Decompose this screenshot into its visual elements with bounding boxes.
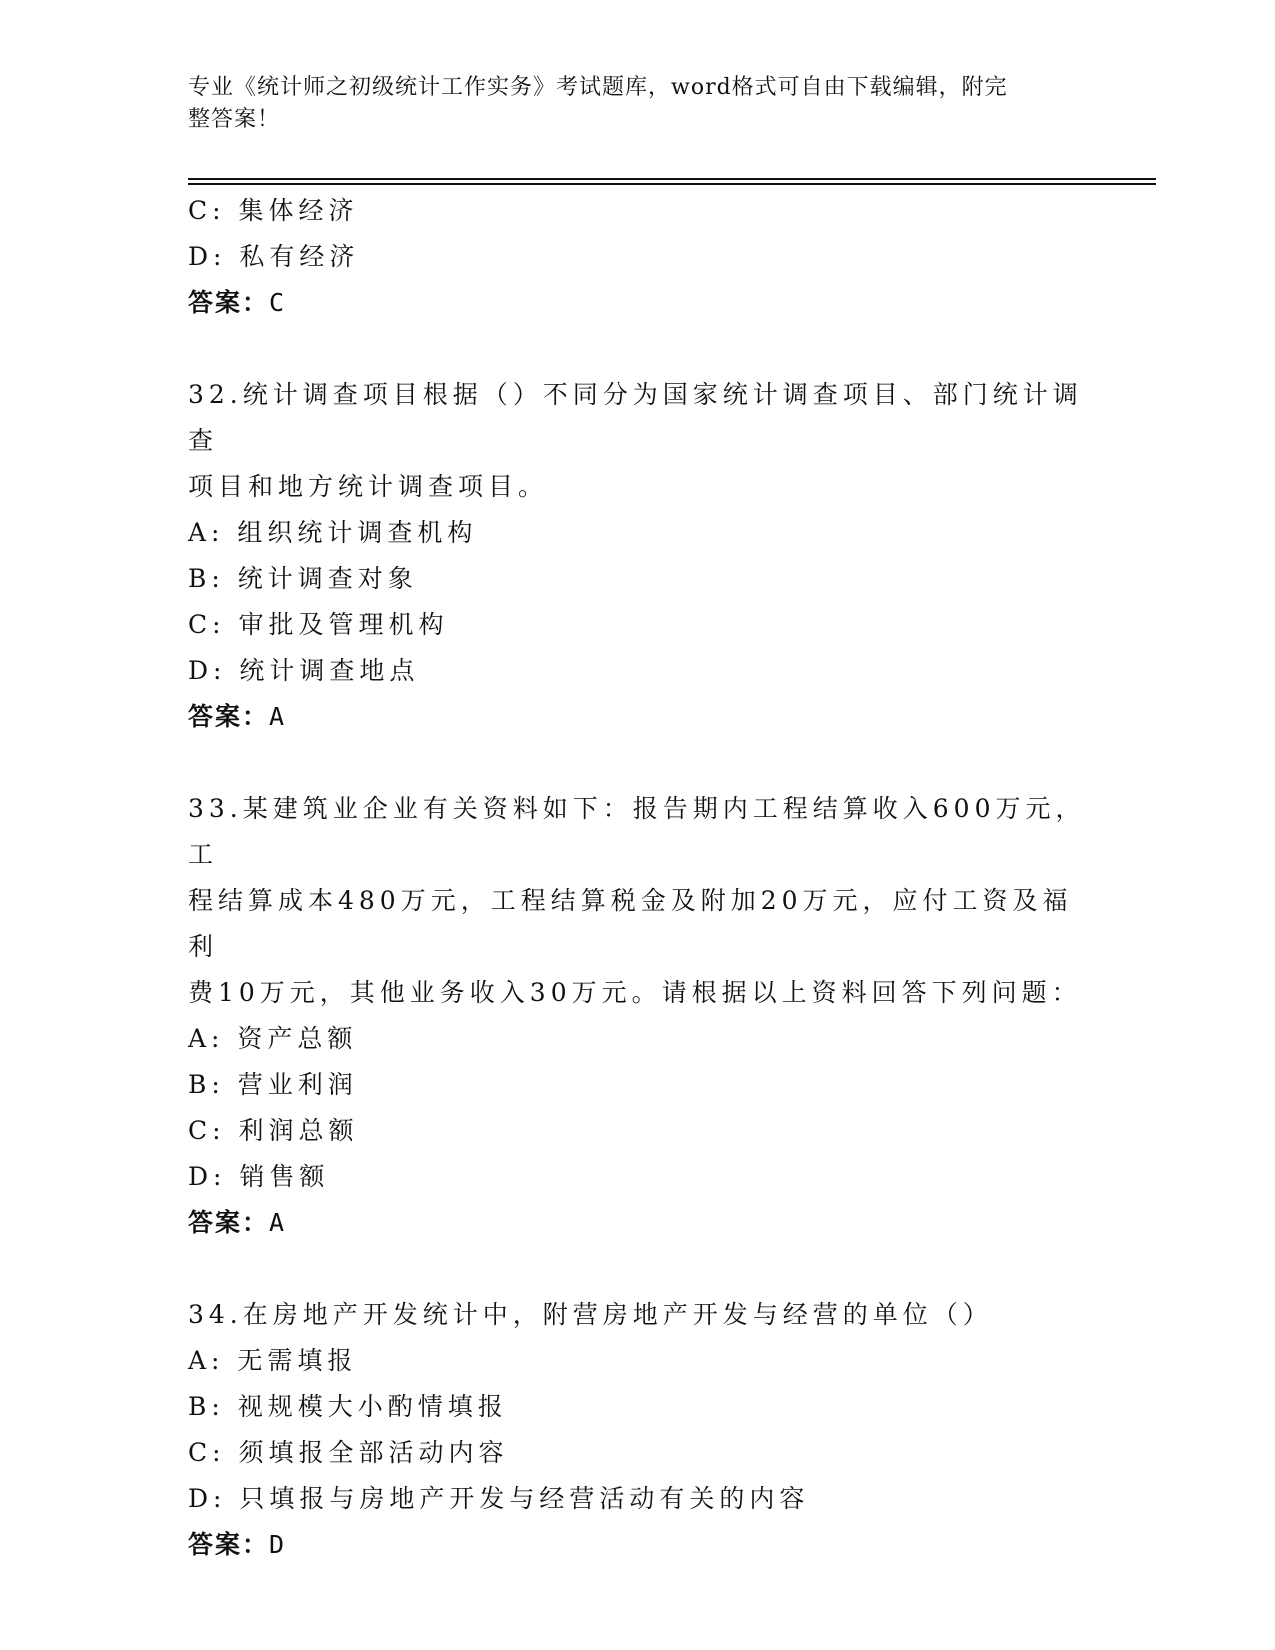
answer-label: 答案： [188, 288, 270, 317]
option-a: A: 资产总额 [188, 1024, 358, 1053]
answer-line [188, 1522, 1088, 1568]
option-d: D: 只填报与房地产开发与经营活动有关的内容 [188, 1484, 810, 1513]
question-list [188, 188, 1088, 1568]
option-c: C: 集体经济 [188, 196, 359, 225]
stem-line-1: 33.某建筑业企业有关资料如下：报告期内工程结算收入600万元，工 [188, 794, 1086, 869]
header-line-1: 专业《统计师之初级统计工作实务》考试题库，word格式可自由下载编辑，附完 [188, 75, 1008, 100]
question-34 [188, 1292, 1088, 1568]
question-32 [188, 372, 1088, 740]
option-c: C: 须填报全部活动内容 [188, 1438, 509, 1467]
spacer [188, 1246, 1088, 1292]
option-c: C: 审批及管理机构 [188, 610, 449, 639]
stem-line-1: 32.统计调查项目根据（）不同分为国家统计调查项目、部门统计调查 [188, 380, 1083, 455]
option-b: B: 视规模大小酌情填报 [188, 1392, 508, 1421]
spacer [188, 326, 1088, 372]
option-c: C: 利润总额 [188, 1116, 359, 1145]
answer-label: 答案： [188, 1530, 270, 1559]
question-31-tail [188, 188, 1088, 326]
question-stem [188, 372, 1088, 510]
question-stem [188, 786, 1088, 1016]
header-divider-top [188, 178, 1156, 180]
answer-value: C [269, 288, 287, 317]
page-header [188, 72, 1088, 136]
option-b: B: 统计调查对象 [188, 564, 418, 593]
answer-line [188, 280, 1088, 326]
stem-line-2: 程结算成本480万元，工程结算税金及附加20万元，应付工资及福利 [188, 886, 1073, 961]
option-d: D: 统计调查地点 [188, 656, 420, 685]
option-d: D: 销售额 [188, 1162, 330, 1191]
stem-line-1: 34.在房地产开发统计中，附营房地产开发与经营的单位（） [188, 1300, 993, 1329]
answer-value: A [269, 702, 287, 731]
question-stem [188, 1292, 1088, 1338]
answer-label: 答案： [188, 702, 270, 731]
stem-line-3: 费10万元，其他业务收入30万元。请根据以上资料回答下列问题： [188, 978, 1082, 1007]
header-line-2: 整答案！ [188, 107, 281, 132]
option-b: B: 营业利润 [188, 1070, 358, 1099]
answer-value: D [269, 1530, 287, 1559]
spacer [188, 740, 1088, 786]
answer-label: 答案： [188, 1208, 270, 1237]
option-d: D: 私有经济 [188, 242, 360, 271]
option-a: A: 组织统计调查机构 [188, 518, 478, 547]
header-divider-bottom [188, 183, 1156, 185]
answer-line [188, 1200, 1088, 1246]
answer-value: A [269, 1208, 287, 1237]
stem-line-2: 项目和地方统计调查项目。 [188, 472, 549, 501]
answer-line [188, 694, 1088, 740]
option-a: A: 无需填报 [188, 1346, 358, 1375]
question-33 [188, 786, 1088, 1246]
